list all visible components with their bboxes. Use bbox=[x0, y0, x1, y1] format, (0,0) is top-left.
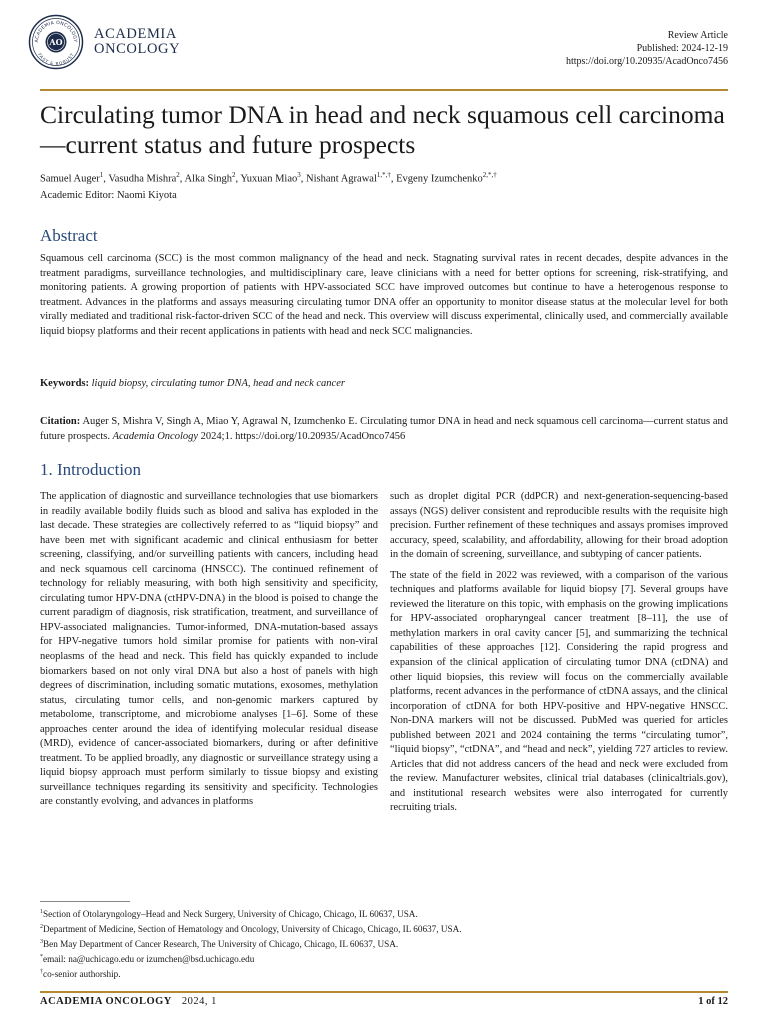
citation-journal: Academia Oncology bbox=[112, 430, 199, 442]
seal-text-bottom: FAST & ROBUST bbox=[37, 52, 75, 67]
footnote bbox=[40, 951, 730, 966]
academic-editor: Academic Editor: Naomi Kiyota bbox=[40, 190, 177, 201]
footnote-mark: † bbox=[40, 969, 43, 976]
seal-monogram: AO bbox=[49, 37, 63, 47]
author-list: Samuel Auger$^1$, Vasudha Mishra$^2$, Alka Singh$^2$, Yuxuan Miao$^3$, Nishant Agrawal$^{1,*,\dagger}$, Evgeny Izumchenko$^{2,*,\dagger}$ bbox=[40, 171, 497, 185]
introduction-paragraph: The application of diagnostic and surveillance technologies that use biomarkers in readily available bodily fluids such as blood and saliva has exploded in the last decade. These strategies are collectively referred to as “liquid biopsy” and have been met with significant academic and clinical enthusiasm for better screening, classifying, and/or surveilling patients with cancers, including head and neck squamous cell carcinoma (HNSCC). The continued refinement of technology for reliably measuring, with both high sensitivity and specificity, circulating tumor HPV-DNA (ctHPV-DNA) in the blood is poised to change the current paradigm of diagnosis, risk stratification, treatment, and surveillance of HPV-associated malignancies. Tumor-informed, DNA-mutation-based assays for HPV-negative tumors hold similar promise for patients with non-viral neoplasms of the head and neck. This field has quickly expanded to include biomarkers based on not only viral DNA but also a host of panels with high degrees of discrimination, including somatic mutations, exosomes, methylation status, circulating tumor cells, and non-genomic markers captured by metabolome, transcriptome, and microbiome analyses [1–6]. Some of these approaches center around the idea of identifying molecular residual disease (MRD), evidence of cancer-associated biomarkers, during or after definitive treatment. To be applied broadly, any diagnostic or surveillance strategy using a liquid biopsy approach must perform similarly to tissue biopsy and existing surveillance techniques regarding its sensitivity and specificity. Technologies are constantly evolving, and advances in platforms bbox=[40, 491, 378, 808]
journal-wordmark-line2: ONCOLOGY bbox=[94, 41, 181, 57]
article-meta bbox=[566, 29, 728, 68]
introduction-heading: 1. Introduction bbox=[40, 460, 142, 479]
introduction-paragraph: The state of the field in 2022 was reviewed, with a comparison of the various techniques and platforms available for liquid biopsy [7]. Several groups have reviewed the literature on this topic, with emphasis on the growing implications for HPV-associated oropharyngeal cancer treatment [8–11], the use of methylation markers in oral cavity cancer [5], and summarizing the technical capabilities of these approaches [12]. Considering the rapid progress and expansion of the clinical application of circulating tumor DNA (ctDNA) and other liquid biopsies, this review will focus on the commercially available platforms, recent advances in the performance of ctDNA assays, and the clinical incorporation of ctDNA for both HPV-positive and HPV-negative HNSCC. Non-DNA markers will not be discussed. PubMed was queried for articles published between 2021 and 2024 containing the terms “circulating tumor”, “liquid biopsy”, “ctDNA”, and “head and neck”, yielding 727 articles to review. Articles that did not address cancers of the head and neck were excluded from the review. Manufacturer websites, clinical trial databases (clinicaltrials.gov), and institutional research websites were also interrogated for currently recruiting trials. bbox=[390, 569, 728, 814]
footer-divider bbox=[40, 991, 728, 993]
author-name[interactable]: Samuel Auger bbox=[40, 173, 100, 185]
footer-year-volume: 2024, 1 bbox=[181, 996, 217, 1007]
journal-logo bbox=[28, 14, 214, 70]
article-type: Review Article bbox=[667, 30, 728, 41]
author-affiliation-mark: 2 bbox=[232, 171, 236, 179]
article-title: Circulating tumor DNA in head and neck squamous cell carcinoma—current status and future prospects bbox=[40, 100, 725, 159]
abstract-text: Squamous cell carcinoma (SCC) is the most common malignancy of the head and neck. Stagnating survival rates in recent decades, despite advances in the treatment paradigms, surveillance technologies, and multidisciplinary care, leave clinicians with a need for better options for screening, risk-stratifying, and monitoring patients. A growing proportion of patients with HPV-associated SCC have improved outcomes but continue to have a heterogenous response to treatment. Advances in the platforms and assays measuring circulating tumor DNA offer an opportunity to monitor disease status at the molecular level for both virally mediated and traditional risk-factor-driven SCC of the head and neck. This overview will discuss experimental, clinically used, and commercially available liquid biopsy platforms and their recent applications in patients with head and neck SCC malignancies. bbox=[40, 253, 728, 337]
author-affiliation-mark: 3 bbox=[297, 171, 301, 179]
author-affiliation-mark: 2,*,† bbox=[482, 171, 497, 179]
correspondence-email[interactable]: email: na@uchicago.edu or izumchen@bsd.uchicago.edu bbox=[43, 954, 255, 965]
footnote-mark: 2 bbox=[40, 924, 43, 931]
citation-text-end: 2024;1. https://doi.org/10.20935/AcadOnco7456 bbox=[200, 430, 406, 442]
citation-label: Citation: bbox=[40, 416, 81, 427]
keywords bbox=[40, 377, 728, 392]
abstract-heading: Abstract bbox=[40, 226, 98, 245]
keywords-text: liquid biopsy, circulating tumor DNA, head and neck cancer bbox=[91, 378, 345, 389]
published-date: Published: 2024-12-19 bbox=[636, 43, 728, 54]
footnote: $^2$Department of Medicine, Section of Hematology and Oncology, University of Chicago, Chicago, IL 60637, USA. bbox=[40, 924, 462, 935]
citation bbox=[40, 415, 728, 444]
page-number: 1 of 12 bbox=[698, 996, 728, 1007]
introduction-paragraph: such as droplet digital PCR (ddPCR) and next-generation-sequencing-based assays (NGS) deliver consistent and reproducible results with the requisite high precision. Further refinement of these techniques and assays promises improved accuracy, speed, scalability, and affordability, allowing for their broad adoption in the domain of screening, surveillance, and subtyping of cancer patients. bbox=[390, 491, 728, 561]
footnote: $^1$Section of Otolaryngology–Head and Neck Surgery, University of Chicago, Chicago, IL 60637, USA. bbox=[40, 909, 418, 920]
author-affiliation-mark: 1,*,† bbox=[376, 171, 391, 179]
author-name[interactable]: Vasudha Mishra bbox=[108, 173, 177, 185]
author-name[interactable]: Alka Singh bbox=[184, 173, 233, 185]
author-name[interactable]: Nishant Agrawal bbox=[306, 173, 377, 185]
author-name[interactable]: Evgeny Izumchenko bbox=[396, 173, 483, 185]
footnote: †co-senior authorship. bbox=[40, 969, 121, 980]
doi-link[interactable]: https://doi.org/10.20935/AcadOnco7456 bbox=[565, 56, 728, 67]
seal-text-top: ACADEMIA ONCOLOGY bbox=[34, 20, 78, 43]
header-divider bbox=[40, 89, 728, 91]
footnote-mark: 3 bbox=[40, 939, 43, 946]
footnotes bbox=[40, 906, 730, 981]
footer-journal bbox=[40, 996, 217, 1007]
author-affiliation-mark: 2 bbox=[176, 171, 180, 179]
citation-text: Auger S, Mishra V, Singh A, Miao Y, Agrawal N, Izumchenko E. Circulating tumor DNA in head and neck squamous cell carcinoma—current status and future prospects. bbox=[40, 416, 728, 442]
author-name[interactable]: Yuxuan Miao bbox=[240, 173, 298, 185]
journal-wordmark-line1: ACADEMIA bbox=[94, 26, 177, 42]
journal-seal-icon bbox=[28, 14, 84, 70]
keywords-label: Keywords: bbox=[40, 378, 89, 389]
footnote: $^3$Ben May Department of Cancer Research, The University of Chicago, Chicago, IL 60637, USA. bbox=[40, 939, 399, 950]
introduction-column-right bbox=[390, 490, 728, 822]
author-affiliation-mark: 1 bbox=[99, 171, 104, 179]
introduction-column-left bbox=[40, 490, 378, 816]
footnote-mark: 1 bbox=[40, 909, 43, 915]
footnote-divider bbox=[40, 901, 130, 902]
journal-wordmark bbox=[94, 27, 180, 57]
footnote-mark: * bbox=[40, 954, 43, 961]
footer-journal-name: ACADEMIA ONCOLOGY bbox=[40, 996, 172, 1007]
